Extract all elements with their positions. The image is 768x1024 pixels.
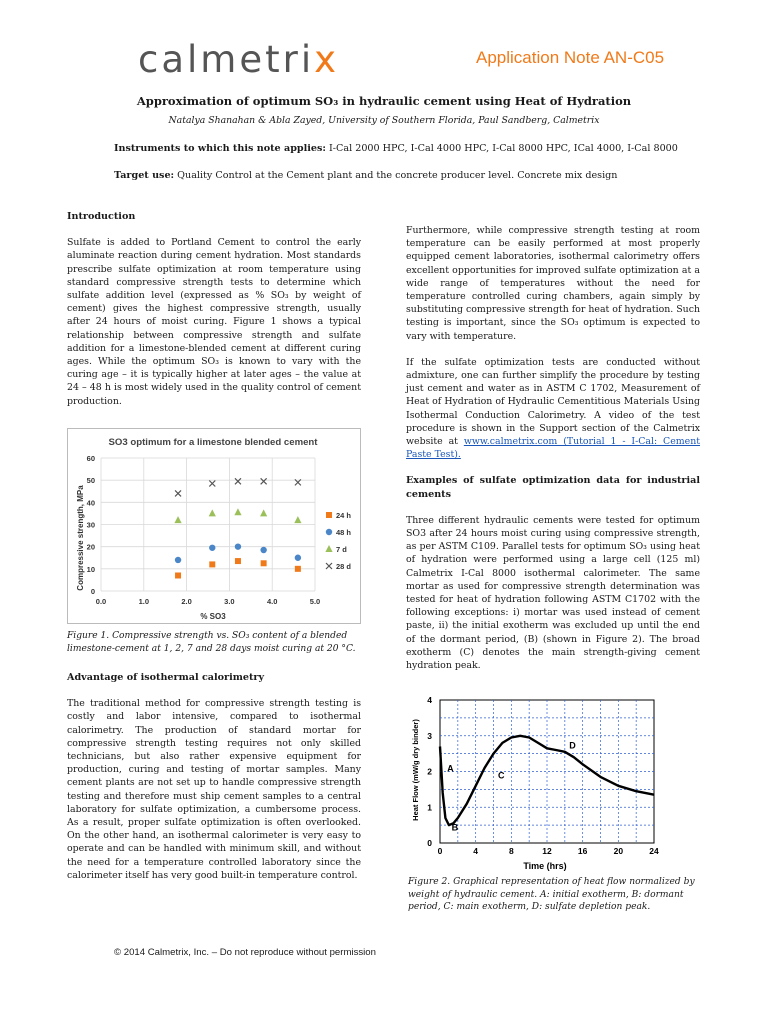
left-column-bottom — [67, 671, 361, 882]
figure-1-title: SO3 optimum for a limestone blended cement — [108, 437, 318, 448]
figure-1-y-tick: 50 — [86, 476, 95, 486]
figure-1-point — [175, 557, 181, 563]
figure-2-annotation: D — [569, 740, 576, 751]
logo-x: x — [314, 38, 340, 81]
figure-1-y-tick: 30 — [86, 520, 95, 530]
target-use-label: Target use: — [114, 170, 175, 181]
examples-paragraph: Three different hydraulic cements were tested for optimum SO3 after 24 hours moist curing using compressive strength, as per ASTM C109. Parallel tests for optimum SO₃ using heat of hydration were performed using a large cell (125 ml) Calmetrix I-Cal 8000 isothermal calorimeter. The same mortar as used for compressive strength determination was tested for heat of hydration following ASTM C1702 with the following exceptions: i) mortar was used instead of cement paste, ii) the initial exotherm was excluded up until the end of the dormant period, (B) (shown in Figure 2). The broad exotherm (C) denotes the main strength-giving cement hydration peak. — [406, 514, 700, 672]
figure-2-y-tick: 4 — [427, 695, 432, 705]
advantage-heading: Advantage of isothermal calorimetry — [67, 672, 265, 683]
target-use-line — [114, 170, 617, 181]
figure-1-chart — [67, 428, 361, 624]
figure-1-point — [175, 572, 181, 578]
calmetrix-logo — [138, 38, 339, 81]
logo-text: calmetri — [138, 38, 315, 81]
figure-1-x-tick: 3.0 — [224, 597, 235, 606]
astm-paragraph — [406, 356, 700, 462]
figure-1-legend-label: 28 d — [336, 562, 352, 571]
figure-1-xlabel: % SO3 — [200, 612, 226, 621]
target-use-value: Quality Control at the Cement plant and the concrete producer level. Concrete mix design — [174, 170, 618, 181]
figure-1-legend-label: 7 d — [336, 545, 347, 554]
figure-2-caption: Figure 2. Graphical representation of heat flow normalized by weight of hydraulic cement. A: initial exotherm, B: dormant period, C: main exotherm, D: sulfate depletion peak. — [408, 877, 695, 912]
page-title: Approximation of optimum SO₃ in hydraulic cement using Heat of Hydration — [136, 94, 632, 108]
instruments-line — [114, 143, 678, 154]
application-note-id: Application Note AN-C05 — [476, 48, 665, 67]
figure-1-x-tick: 2.0 — [181, 597, 192, 606]
intro-heading: Introduction — [67, 211, 136, 222]
figure-1-x-tick: 0.0 — [95, 597, 107, 606]
figure-1-point — [235, 543, 241, 549]
figure-1-legend-label: 24 h — [336, 511, 352, 520]
figure-1-y-tick: 0 — [90, 587, 95, 596]
figure-1-x-tick: 1.0 — [138, 597, 150, 606]
figure-1-x-tick: 4.0 — [266, 597, 278, 606]
figure-1-point — [295, 566, 301, 572]
figure-1-point — [326, 512, 332, 518]
figure-1-y-tick: 20 — [86, 542, 95, 552]
figure-2-y-tick: 2 — [427, 766, 432, 777]
figure-1-point — [326, 529, 332, 535]
instruments-label: Instruments to which this note applies: — [114, 143, 326, 154]
authors-line: Natalya Shanahan & Abla Zayed, University of Southern Florida, Paul Sandberg, Calmetrix — [168, 115, 600, 126]
figure-1-x-tick: 5.0 — [309, 597, 321, 606]
tutorial-link[interactable]: www.calmetrix.com (Tutorial 1 - I-Cal: Cement Paste Test). — [406, 436, 700, 461]
figure-2-xlabel: Time (hrs) — [523, 861, 567, 871]
figure-2-x-tick: 0 — [437, 846, 443, 856]
figure-2-annotation: C — [497, 770, 505, 781]
figure-1-point — [261, 560, 267, 566]
figure-1-y-tick: 40 — [86, 498, 95, 508]
left-column-top — [67, 210, 361, 408]
figure-2-x-tick: 8 — [508, 846, 514, 856]
figure-1-point — [235, 558, 241, 564]
figure-2-y-tick: 1 — [427, 802, 432, 813]
figure-1-point — [260, 547, 266, 553]
figure-1-y-tick: 60 — [86, 454, 95, 463]
figure-2-annotation: A — [447, 763, 454, 774]
calorimetry-paragraph: Furthermore, while compressive strength testing at room temperature can be easily performed at most properly equipped cement laboratories, isothermal calorimetry offers excellent opportunities for improved sulfate optimization at a wide range of temperatures without the need for temperature controlled curing chambers, again simply by substituting compressive strength for heat of hydration. Such testing is important, since the SO₃ optimum is expected to vary with temperature. — [406, 225, 700, 342]
figure-2-y-tick: 3 — [427, 730, 432, 741]
figure-1-y-tick: 10 — [86, 564, 95, 574]
advantage-paragraph: The traditional method for compressive strength testing is costly and labor intensive, compared to isothermal calorimetry. The production of standard mortar for compressive strength testing requires not only skilled technicians, but also rather expensive equipment for production, curing and testing of mortar samples. Many cement plants are not set up to handle compressive strength testing and therefore must ship cement samples to a central laboratory for sulfate optimization, a cumbersome process. As a result, proper sulfate optimization is often overlooked. On the other hand, an isothermal calorimeter is very easy to operate and can be handled with minimum skill, and without the need for a temperature controlled laboratory since the calorimeter itself has very good built-in temperature control. — [67, 698, 361, 881]
intro-paragraph: Sulfate is added to Portland Cement to control the early aluminate reaction during cement hydration. Most standards prescribe sulfate optimization at room temperature using standard compressive strength tests to determine which sulfate addition level (expressed as % SO₃ by weight of cement) gives the highest compressive strength, usually after 24 hours of moist curing. Figure 1 shows a typical relationship between compressive strength and sulfate addition for a limestone-blended cement at different curing ages. While the optimum SO₃ is known to vary with the curing age – it is typically higher at later ages – the value at 24 – 48 h is most widely used in the quality control of cement production. — [67, 237, 361, 407]
right-column — [406, 224, 700, 672]
figure-2-x-tick: 16 — [577, 846, 588, 856]
examples-heading: Examples of sulfate optimization data for industrial cements — [406, 475, 700, 500]
copyright-footer: © 2014 Calmetrix, Inc. – Do not reproduce without permission — [114, 947, 376, 958]
figure-2-x-tick: 12 — [542, 846, 552, 856]
astm-text: If the sulfate optimization tests are conducted without admixture, one can further simplify the procedure by testing just cement and water as in ASTM C 1702, Measurement of Heat of Hydration of Hydraulic Cementitious Materials Using Isothermal Conduction Calorimetry. A video of the test procedure is shown in the Support section of the Calmetrix website at — [406, 356, 700, 448]
figure-1-point — [295, 555, 301, 561]
figure-1-ylabel: Compressive strength, MPa — [76, 485, 85, 591]
figure-2-x-tick: 24 — [649, 846, 659, 856]
figure-1-legend-label: 48 h — [336, 528, 352, 537]
figure-1-point — [209, 561, 215, 567]
figure-2-ylabel: Heat Flow (mW/g dry binder) — [411, 719, 420, 821]
figure-2-y-tick: 0 — [427, 838, 432, 848]
figure-2-x-tick: 4 — [473, 846, 479, 856]
figure-2-annotation: B — [451, 822, 459, 833]
figure-1-caption: Figure 1. Compressive strength vs. SO₃ content of a blended limestone-cement at 1, 2, 7 and 28 days moist curing at 20 °C. — [67, 631, 356, 654]
figure-1-point — [209, 545, 215, 551]
instruments-value: I-Cal 2000 HPC, I-Cal 4000 HPC, I-Cal 8000 HPC, ICal 4000, I-Cal 8000 — [325, 143, 678, 154]
figure-2-chart — [406, 692, 668, 872]
figure-2-x-tick: 20 — [613, 846, 624, 856]
